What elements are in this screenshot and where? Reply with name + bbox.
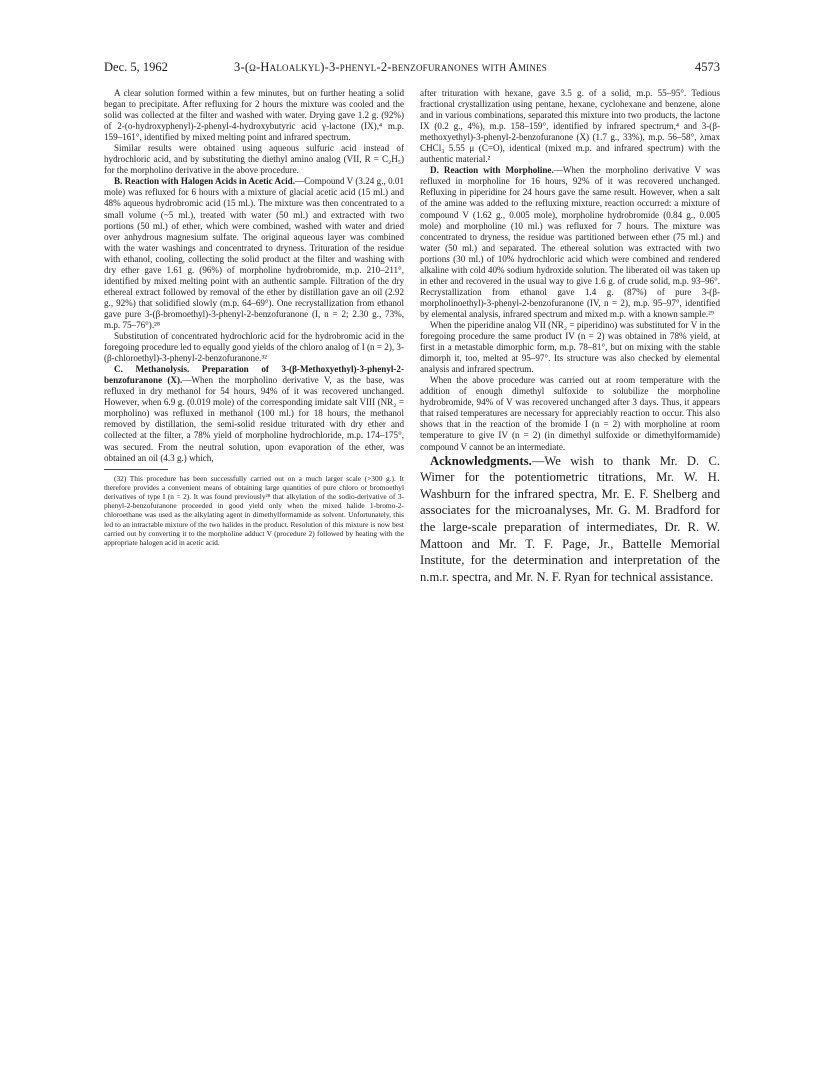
section-heading: D. Reaction with Morpholine. (430, 165, 554, 176)
journal-page (104, 60, 721, 584)
acknowledgments-heading: Acknowledgments. (430, 453, 532, 468)
page-number: 4573 (695, 60, 720, 74)
left-column (104, 88, 404, 547)
right-column (420, 88, 720, 585)
section-c-paragraph (104, 364, 404, 463)
section-heading: C. Methanolysis. Preparation of 3-(β-Methoxyethyl)-3-phenyl-2-benzofuranone (X). (104, 364, 404, 386)
issue-date: Dec. 5, 1962 (104, 60, 168, 74)
section-b-paragraph (104, 176, 404, 331)
acknowledgments (420, 453, 720, 586)
running-title: 3-(ω-Haloalkyl)-3-phenyl-2-benzofuranones with Amines (234, 60, 547, 74)
paragraph: A clear solution formed within a few minutes, but on further heating a solid began to precipitate. After refluxing for 2 hours the mixture was cooled and the solid was collected at the filter and washed with water. Drying gave 1.2 g. (92%) of 2-(o-hydroxyphenyl)-2-phenyl-4-hydroxybutyric acid γ-lactone (IX),⁴ m.p. 159–161°, identified by mixed melting point and infrared spectrum. (104, 88, 404, 143)
acknowledgments-body: —We wish to thank Mr. D. C. Wimer for the potentiometric titrations, Mr. W. H. Washburn for the infrared spectra, Mr. E. F. Shelberg and associates for the microanalyses, Mr. G. M. Bradford for the large-scale preparation of intermediates, Dr. R. W. Mattoon and Mr. T. F. Page, Jr., Battelle Memorial Institute, for the determination and interpretation of the n.m.r. spectra, and Mr. N. F. Ryan for technical assistance. (420, 453, 720, 584)
section-body: —When the morpholino derivative V, as the base, was refluxed in dry methanol for 54 hours, 94% of it was recovered unchanged. However, when 6.9 g. (0.019 mole) of the corresponding imidate salt VIII (NR₂ = morpholino) was refluxed in methanol (100 ml.) for 18 hours, the methanol removed by distillation, the semi-solid residue triturated with dry ether and collected at the filter, a 78% yield of morpholine hydrochloride, m.p. 174–175°, was secured. From the neutral solution, upon evaporation of the ether, was obtained an oil (4.3 g.) which, (104, 375, 404, 463)
footnote-divider (104, 469, 168, 470)
running-header (104, 60, 720, 80)
section-body: —When the morpholino derivative V was refluxed in morpholine for 16 hours, 92% of it was recovered unchanged. Refluxing in piperidine for 24 hours gave the same result. However, when a salt of the amine was added to the refluxing mixture, reaction occurred: a mixture of compound V (1.62 g., 0.005 mole), morpholine hydrobromide (0.84 g., 0.005 mole) and morpholine (10 ml.) was refluxed for 7 hours. The mixture was concentrated to dryness, the residue was partitioned between ether (75 ml.) and water (50 ml.) and separated. The ethereal solution was extracted with two portions (30 ml.) of 10% hydrochloric acid which were combined and rendered alkaline with cold 40% sodium hydroxide solution. The liberated oil was taken up in ether and recovered in the usual way to give 1.6 g. of crude solid, m.p. 93–96°. Recrystallization from ethanol gave 1.4 g. (87%) of pure 3-(β-morpholinoethyl)-3-phenyl-2-benzofuranone (IV, n = 2), m.p. 95–97°, identified by elemental analysis, infrared spectrum and mixed m.p. with a known sample.²⁹ (420, 165, 721, 319)
section-d-paragraph (420, 165, 720, 320)
section-body: —Compound V (3.24 g., 0.01 mole) was refluxed for 6 hours with a mixture of glacial acetic acid (15 ml.) and 48% aqueous hydrobromic acid (15 ml.). The mixture was then concentrated to a small volume (~5 ml.), treated with water (50 ml.) and extracted with two portions (50 ml.) of ether, which were combined, washed with water and dried over anhydrous magnesium sulfate. The original aqueous layer was combined with the water washings and concentrated to dryness. Trituration of the residue with ethanol, cooling, collecting the solid product at the filter and washing with dry ether gave 1.61 g. (96%) of morpholine hydrobromide, m.p. 210–211°, identified by mixed melting point with an authentic sample. Filtration of the dry ethereal extract followed by removal of the ether by distillation gave an oil (2.92 g., 92%) that solidified slowly (m.p. 64–69°). One recrystallization from ethanol gave pure 3-(β-bromoethyl)-3-phenyl-2-benzofuranone (I, n = 2; 2.30 g., 73%, m.p. 75–76°).²⁸ (104, 176, 405, 330)
footnote-32: (32) This procedure has been successfully carried out on a much larger scale (>300 g.). It therefore provides a convenient means of obtaining large quantities of pure chloro or bromoethyl derivatives of type I (n = 2). It was found previously²⁸ that alkylation of the sodio-derivative of 3-phenyl-2-benzofuranone proceeded in good yield only when the mixed halide 1-bromo-2-chloroethane was used as the alkylating agent in dimethylformamide as solvent. Unfortunately, this led to an intractable mixture of the two halides in the product. Resolution of this mixture is now best carried out by converting it to the morpholine adduct V (procedure 2) followed by heating with the appropriate halogen acid in acetic acid. (104, 473, 404, 548)
paragraph: When the above procedure was carried out at room temperature with the addition of enough dimethyl sulfoxide to solubilize the morpholine hydrobromide, 94% of V was recovered unchanged after 3 days. Thus, it appears that raised temperatures are necessary for appreciably reaction to occur. This also shows that in the reaction of the bromide I (n = 2) with morpholine at room temperature to give IV (n = 2) (in dimethyl sulfoxide or dimethylformamide) compound V cannot be an intermediate. (420, 375, 720, 452)
paragraph: after trituration with hexane, gave 3.5 g. of a solid, m.p. 55–95°. Tedious fractional crystallization using pentane, hexane, cyclohexane and benzene, alone and in various combinations, separated this mixture into two products, the lactone IX (0.2 g., 4%), m.p. 158–159°, identified by infrared spectrum,⁴ and 3-(β-methoxyethyl)-3-phenyl-2-benzofuranone (X) (1.7 g., 33%), m.p. 56–58°, λmax CHCl₃ 5.55 μ (C=O), identical (mixed m.p. and infrared spectrum) with the authentic material.² (420, 88, 720, 165)
section-heading: B. Reaction with Halogen Acids in Acetic Acid. (114, 176, 295, 187)
paragraph: Similar results were obtained using aqueous sulfuric acid instead of hydrochloric acid, and by substituting the diethyl amino analog (VII, R = C₂H₅) for the morpholino derivative in the above procedure. (104, 143, 404, 176)
paragraph: Substitution of concentrated hydrochloric acid for the hydrobromic acid in the foregoing procedure led to equally good yields of the chloro analog of I (n = 2), 3-(β-chloroethyl)-3-phenyl-2-benzofuranone.³² (104, 331, 404, 364)
paragraph: When the piperidine analog VII (NR₂ = piperidino) was substituted for V in the foregoing procedure the same product IV (n = 2) was obtained in 78% yield, at first in a metastable dimorphic form, m.p. 78–81°, but on mixing with the stable dimorph it, too, melted at 95–97°. Its structure was also checked by elemental analysis and infrared spectrum. (420, 319, 720, 375)
